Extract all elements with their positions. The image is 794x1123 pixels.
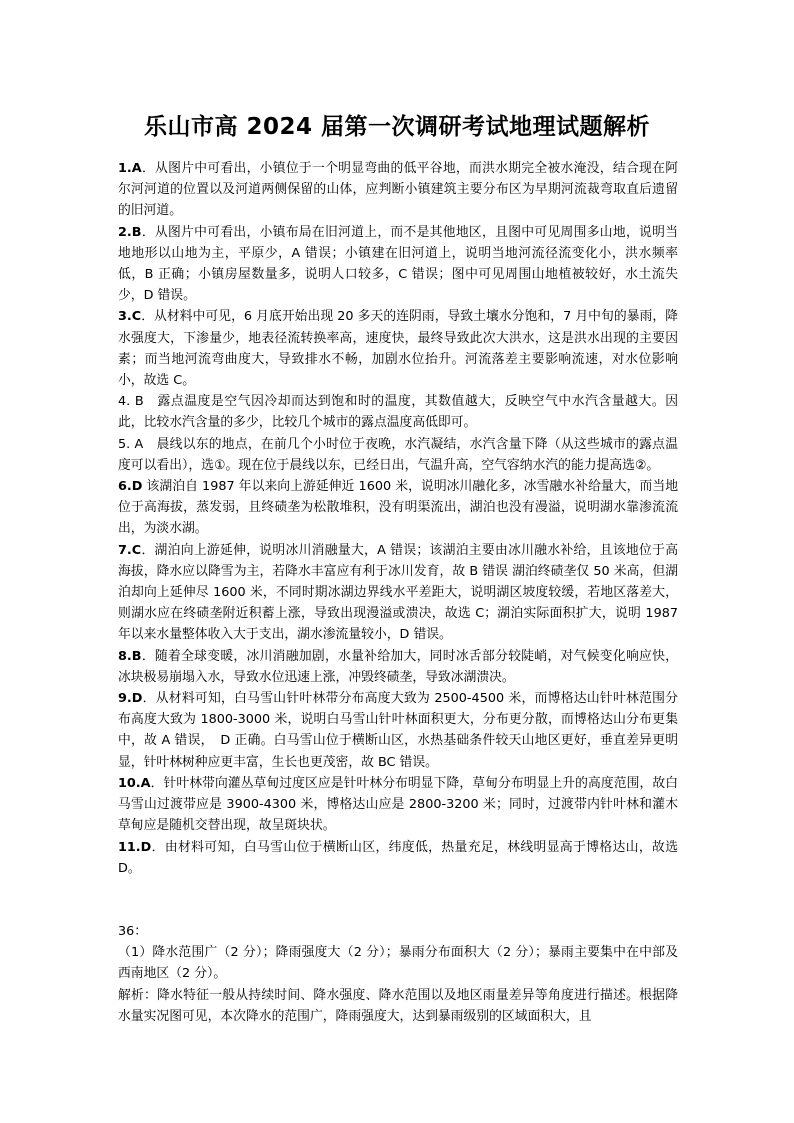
answer-5: [118, 434, 678, 476]
answer-3-text: ．从材料中可见，6 月底开始出现 20 多天的连阴雨，导致土壤水分饱和，7 月中旬的暴雨，降水强度大，下渗量少，地表径流转换率高，速度快，最终导致此次大洪水，这是洪水出现的主要因素；而当地河流弯曲度大，导致排水不畅，加剧水位抬升。河流落差主要影响流速，对水位影响小，故选 C。: [118, 309, 678, 389]
answer-5-number: 5. A: [118, 436, 144, 452]
answer-2-number: 2.B: [118, 224, 142, 240]
answer-9-text: ．从材料可知，白马雪山针叶林带分布高度大致为 2500-4500 米，而博格达山针叶林范围分布高度大致为 1800-3000 米，说明白马雪山针叶林面积更大，分布更分散，而博格达山分布更集中，故 A 错误， D 正确。白马雪山位于横断山区，水热基础条件较天山地区更好，垂直差异更明显，针叶林树种应更丰富，生长也更茂密，故 BC 错误。: [118, 691, 678, 770]
answer-9: [118, 688, 678, 773]
answer-7: [118, 540, 678, 646]
answer-6: [118, 476, 678, 540]
answer-body: [118, 158, 678, 1027]
question-36-analysis: 解析：降水特征一般从持续时间、降水强度、降水范围以及地区雨量差异等角度进行描述。根据降水量实况图可见，本次降水的范围广，降雨强度大，达到暴雨级别的区域面积大，且: [118, 987, 678, 1024]
answer-5-text: 晨线以东的地点，在前几个小时位于夜晚，水汽凝结，水汽含量下降（从这些城市的露点温度可以看出），选①。现在位于晨线以东，已经日出，气温升高，空气容纳水汽的能力提高选②。: [118, 436, 678, 473]
answer-10: [118, 773, 678, 837]
answer-6-number: 6.D: [118, 479, 143, 495]
answer-4: [118, 391, 678, 433]
answer-1-text: ．从图片中可看出，小镇位于一个明显弯曲的低平谷地，而洪水期完全被水淹没，结合现在阿尔河河道的位置以及河道两侧保留的山体，应判断小镇建筑主要分布区为早期河流裁弯取直后遗留的旧河道。: [118, 161, 678, 219]
question-36-heading: 36：: [118, 923, 148, 939]
answer-8: [118, 646, 678, 688]
answer-10-number: 10.A: [118, 775, 151, 791]
answer-11: [118, 837, 678, 879]
answer-7-text: ．湖泊向上游延伸，说明冰川消融量大，A 错误；该湖泊主要由冰川融水补给，且该地位于高海拔，降水应以降雪为主，若降水丰富应有利于冰川发育，故 B 错误 湖泊终碛垄仅 50 米高，但湖泊却向上延伸尽 1600 米，不同时期冰湖边界线水平差距大，说明湖区坡度较缓，若地区落差大，则湖水应在终碛垄附近积蓄上涨，导致出现漫溢或溃决，故选 C；湖泊实际面积扩大，说明 1987 年以来水量整体收入大于支出，湖水渗流量较小，D 错误。: [118, 542, 678, 643]
question-36-section: [118, 921, 678, 1027]
answer-1: [118, 158, 678, 222]
answer-11-text: ．由材料可知，白马雪山位于横断山区，纬度低，热量充足，林线明显高于博格达山，故选 D。: [118, 839, 678, 876]
answer-6-text: 该湖泊自 1987 年以来向上游延伸近 1600 米，说明冰川融化多，冰雪融水补给量大，而当地位于高海拔，蒸发弱，且终碛垄为松散堆积，没有明渠流出，湖泊也没有漫溢，说明湖水靠渗流流出，为淡水湖。: [118, 479, 678, 537]
answer-11-number: 11.D: [118, 839, 152, 855]
answer-9-number: 9.D: [118, 691, 143, 707]
answer-3: [118, 306, 678, 391]
answer-10-text: ．针叶林带向灌丛草甸过度区应是针叶林分布明显下降，草甸分布明显上升的高度范围，故白马雪山过渡带应是 3900-4300 米，博格达山应是 2800-3200 米；同时，过渡带内针叶林和灌木草甸应是随机交替出现，故呈斑块状。: [118, 775, 678, 834]
answer-1-number: 1.A: [118, 161, 142, 176]
answer-3-number: 3.C: [118, 309, 142, 325]
page-title: 乐山市高 2024 届第一次调研考试地理试题解析: [143, 114, 651, 140]
answer-8-number: 8.B: [118, 648, 142, 664]
answer-2: [118, 222, 678, 307]
answer-8-text: ．随着全球变暖，冰川消融加剧，水量补给加大，同时冰舌部分较陡峭，对气候变化响应快，冰块极易崩塌入水，导致水位迅速上涨，冲毁终碛垄，导致冰湖溃决。: [118, 648, 678, 685]
answer-2-text: ．从图片中可看出，小镇布局在旧河道上，而不是其他地区，且图中可见周围多山地，说明当地地形以山地为主，平原少，A 错误；小镇建在旧河道上，说明当地河流径流变化小，洪水频率低，B 正确；小镇房屋数量多，说明人口较多，C 错误；图中可见周围山地植被较好，水土流失少，D 错误。: [118, 224, 678, 304]
answer-7-number: 7.C: [118, 542, 142, 558]
answer-4-number: 4. B: [118, 394, 144, 410]
answer-4-text: 露点温度是空气因冷却而达到饱和时的温度，其数值越大，反映空气中水汽含量越大。因此，比较水汽含量的多少，比较几个城市的露点温度高低即可。: [118, 394, 678, 431]
question-36-part-1: （1）降水范围广（2 分）；降雨强度大（2 分）；暴雨分布面积大（2 分）；暴雨主要集中在中部及西南地区（2 分）。: [118, 945, 678, 982]
